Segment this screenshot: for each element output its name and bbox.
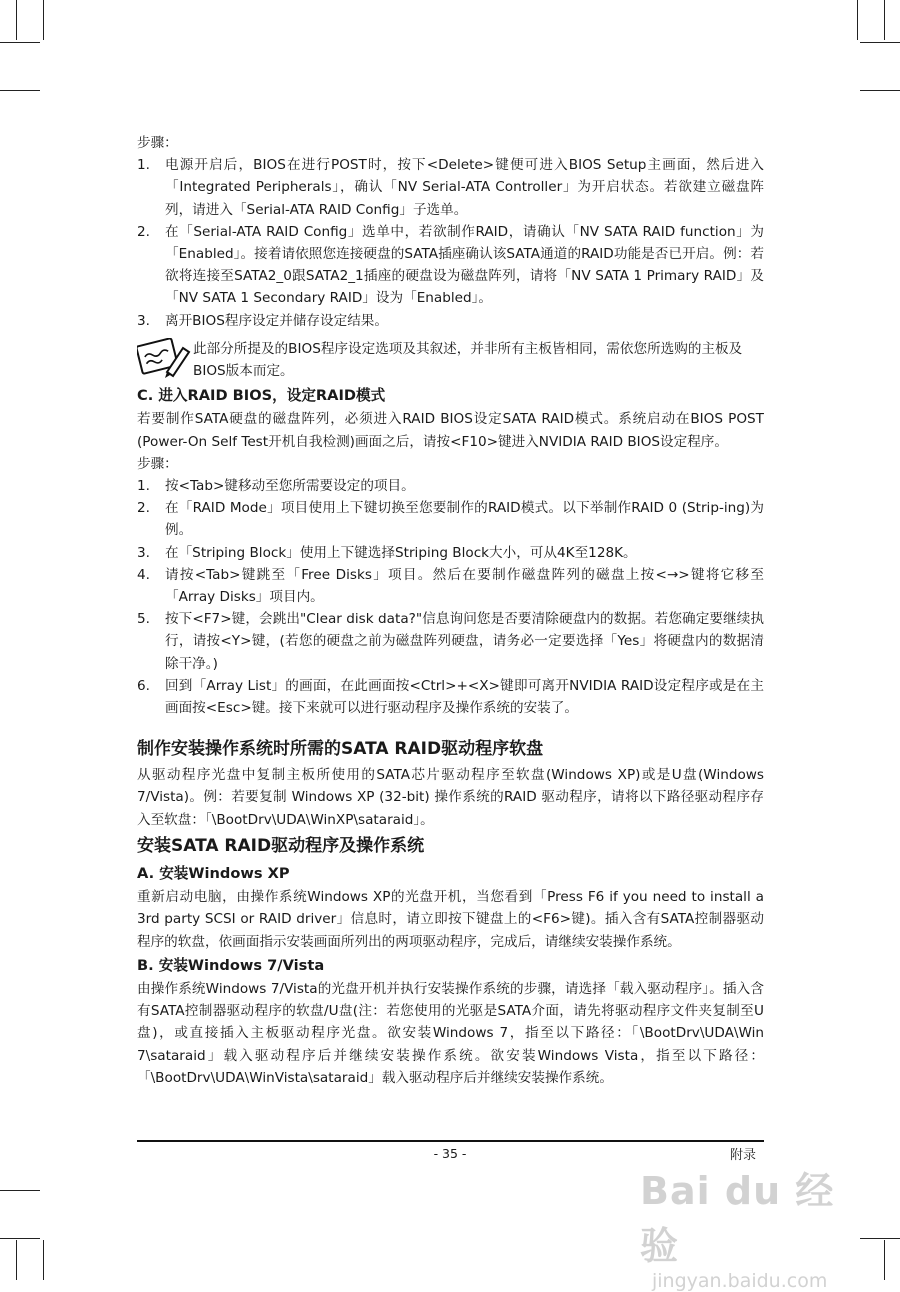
section-heading: C. 进入RAID BIOS，设定RAID模式	[137, 387, 386, 405]
steps-label: 步骤：	[137, 135, 178, 151]
crop-mark	[884, 1240, 885, 1280]
crop-mark	[0, 42, 40, 43]
note-text: 此部分所提及的BIOS程序设定选项及其叙述，并非所有主板皆相同，需依您所选购的主板及BIOS版本而定。	[193, 340, 743, 380]
paragraph: 从驱动程序光盘中复制主板所使用的SATA芯片驱动程序至软盘(Windows XP)或是U盘(Windows 7/Vista)。例：若要复制 Windows XP (32-bit) 操作系统的RAID 驱动程序，请将以下路径驱动程序存入至软盘：「\BootDrv\UDA\WinXP\sataraid」。	[137, 767, 764, 828]
paragraph: 若要制作SATA硬盘的磁盘阵列，必须进入RAID BIOS设定SATA RAID模式。系统启动在BIOS POST (Power-On Self Test开机自我检测)画面之后，请按<F10>键进入NVIDIA RAID BIOS设定程序。	[137, 411, 764, 450]
bios-steps-list	[137, 154, 764, 332]
list-item: 1. 电源开启后，BIOS在进行POST时，按下<Delete>键便可进入BIOS Setup主画面，然后进入「Integrated Peripherals」，确认「NV Serial-ATA Controller」为开启状态。若欲建立磁盘阵列，请进入「Serial-ATA RAID Config」子选单。	[137, 157, 764, 218]
crop-mark	[0, 1238, 40, 1239]
watermark-logo: Bai du 经验	[640, 1169, 835, 1268]
subsection-heading: B. 安装Windows 7/Vista	[137, 956, 325, 974]
list-item: 4. 请按<Tab>键跳至「Free Disks」项目。然后在要制作磁盘阵列的磁盘上按<→>键将它移至「Array Disks」项目内。	[137, 566, 764, 606]
crop-mark	[16, 0, 17, 40]
page-number: - 35 -	[433, 1146, 467, 1161]
paragraph: 重新启动电脑，由操作系统Windows XP的光盘开机，当您看到「Press F6 if you need to install a 3rd party SCSI or RAID driver」信息时，请立即按下键盘上的<F6>键)。插入含有SATA控制器驱动程序的软盘，依画面指示安装画面所列出的两项驱动程序，完成后，请继续安装操作系统。	[137, 889, 764, 950]
subsection-heading: A. 安装Windows XP	[137, 864, 290, 882]
crop-mark	[0, 1190, 40, 1191]
list-item: 1. 按<Tab>键移动至您所需要设定的项目。	[137, 478, 415, 495]
list-item: 3. 离开BIOS程序设定并储存设定结果。	[137, 312, 388, 329]
section-heading: 安装SATA RAID驱动程序及操作系统	[137, 835, 425, 856]
list-item: 2. 在「Serial-ATA RAID Config」选单中，若欲制作RAID，请确认「NV SATA RAID function」为「Enabled」。接着请依照您连接硬盘的SATA插座确认该SATA通道的RAID功能是否已开启。例：若欲将连接至SATA2_0跟SATA2_1插座的硬盘设为磁盘阵列，请将「NV SATA 1 Primary RAID」及「NV SATA 1 Secondary RAID」设为「Enabled」。	[137, 223, 764, 307]
pencil-note-icon	[137, 338, 193, 378]
steps-label: 步骤：	[137, 455, 178, 472]
list-item: 5. 按下<F7>键，会跳出"Clear disk data?"信息询问您是否要清除硬盘内的数据。若您确定要继续执行，请按<Y>键，(若您的硬盘之前为磁盘阵列硬盘，请务必一定要选择「Yes」将硬盘内的数据清除干净。)	[137, 611, 764, 672]
raid-steps-list	[137, 475, 764, 719]
crop-mark	[884, 0, 885, 40]
crop-mark	[43, 1240, 44, 1280]
crop-mark	[860, 90, 900, 91]
list-item: 2. 在「RAID Mode」项目使用上下键切换至您要制作的RAID模式。以下举制作RAID 0 (Strip-ing)为例。	[137, 500, 764, 539]
list-item: 6. 回到「Array List」的画面，在此画面按<Ctrl>+<X>键即可离开NVIDIA RAID设定程序或是在主画面按<Esc>键。接下来就可以进行驱动程序及操作系统的安装了。	[137, 677, 764, 717]
page-content	[137, 132, 764, 1089]
crop-mark	[16, 1240, 17, 1280]
crop-mark	[43, 0, 44, 40]
crop-mark	[860, 42, 900, 43]
watermark	[640, 1160, 860, 1292]
note-box	[137, 338, 764, 382]
footer-rule	[137, 1140, 764, 1142]
crop-mark	[860, 1238, 900, 1239]
paragraph: 由操作系统Windows 7/Vista的光盘开机并执行安装操作系统的步骤，请选择「载入驱动程序」。插入含有SATA控制器驱动程序的软盘/U盘(注：若您使用的光驱是SATA介面，请先将驱动程序文件夹复制至U盘)，或直接插入主板驱动程序光盘。欲安装Windows 7，指至以下路径：「\BootDrv\UDA\Win 7\sataraid」载入驱动程序后并继续安装操作系统。欲安装Windows Vista，指至以下路径：「\BootDrv\UDA\WinVista\sataraid」载入驱动程序后并继续安装操作系统。	[137, 980, 764, 1086]
crop-mark	[857, 0, 858, 40]
list-item: 3. 在「Striping Block」使用上下键选择Striping Block大小，可从4K至128K。	[137, 544, 637, 561]
appendix-label: 附录	[730, 1148, 757, 1163]
watermark-url: jingyan.baidu.com	[652, 1270, 828, 1292]
crop-mark	[0, 90, 40, 91]
section-heading: 制作安装操作系统时所需的SATA RAID驱动程序软盘	[137, 739, 544, 760]
